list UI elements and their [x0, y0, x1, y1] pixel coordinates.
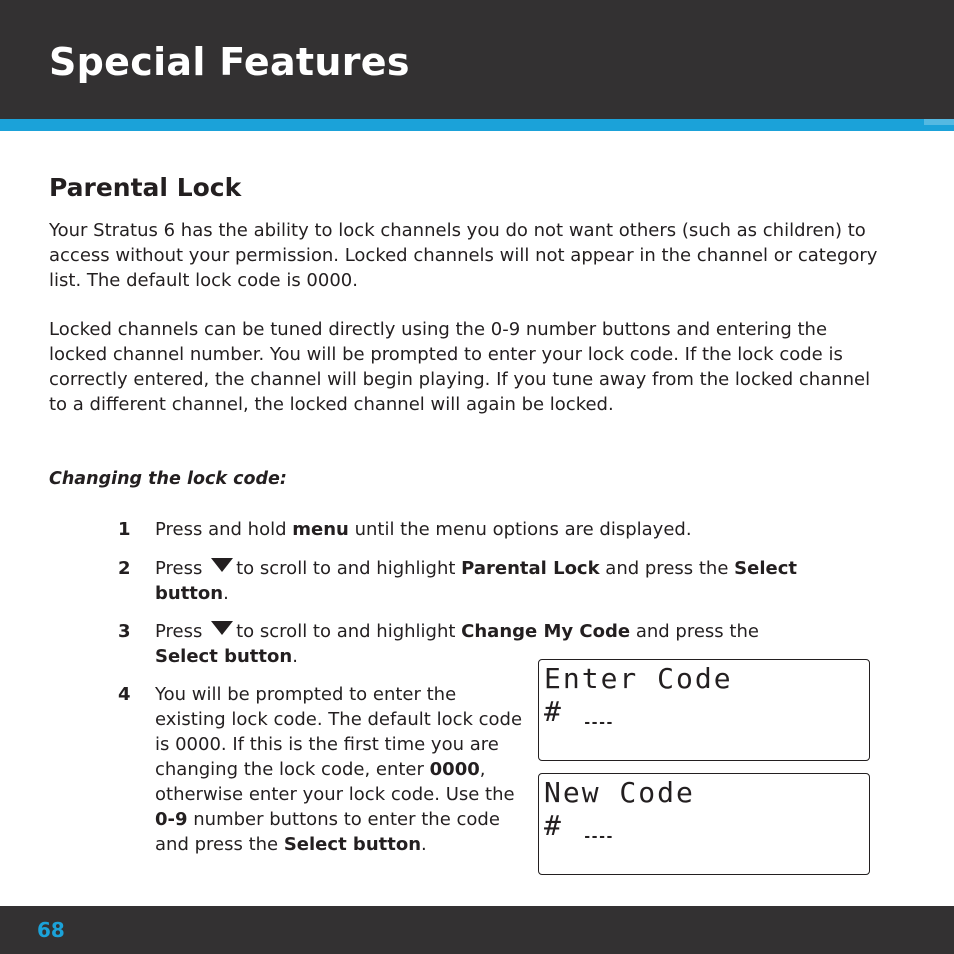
step-number: 4 [118, 684, 131, 705]
step-text: Press to scroll to and highlight Change My Code and press the Select button. [155, 621, 759, 667]
accent-bar [0, 119, 954, 131]
step-text: Press to scroll to and highlight Parental Lock and press the Select button. [155, 558, 797, 604]
code-placeholder: ---- [583, 829, 613, 845]
display-line-1: Enter Code [544, 662, 733, 695]
step-number: 3 [118, 621, 131, 642]
intro-paragraph: Your Stratus 6 has the ability to lock channels you do not want others (such as children) to access without your permission. Locked channels will not appear in the channel or category list. The default lock code is 0000. [49, 220, 878, 291]
subheading: Changing the lock code: [49, 469, 287, 489]
enter-code-display [538, 659, 870, 761]
display-hash: # [544, 695, 561, 728]
code-placeholder: ---- [583, 715, 613, 731]
step-text: Press and hold menu until the menu options are displayed. [155, 519, 692, 540]
page-number: 68 [37, 918, 65, 942]
step-number: 1 [118, 519, 131, 540]
page-footer [0, 906, 954, 954]
step-number: 2 [118, 558, 131, 579]
section-title: Parental Lock [49, 173, 242, 202]
page-title: Special Features [49, 40, 410, 84]
display-line-1: New Code [544, 776, 695, 809]
new-code-display [538, 773, 870, 875]
down-triangle-icon [211, 621, 233, 635]
locked-channels-paragraph: Locked channels can be tuned directly using the 0-9 number buttons and entering the locked channel number. You will be prompted to enter your lock code. If the lock code is correctly entered, the channel will begin playing. If you tune away from the locked channel to a different channel, the locked channel will again be locked. [49, 319, 871, 415]
down-triangle-icon [211, 558, 233, 572]
step-text: You will be prompted to enter the existing lock code. The default lock code is 0000. If this is the first time you are changing the lock code, enter 0000, otherwise enter your lock code. Use the 0-9 number buttons to enter the code and press the Select button. [155, 684, 523, 855]
display-hash: # [544, 809, 561, 842]
page-header [0, 0, 954, 119]
